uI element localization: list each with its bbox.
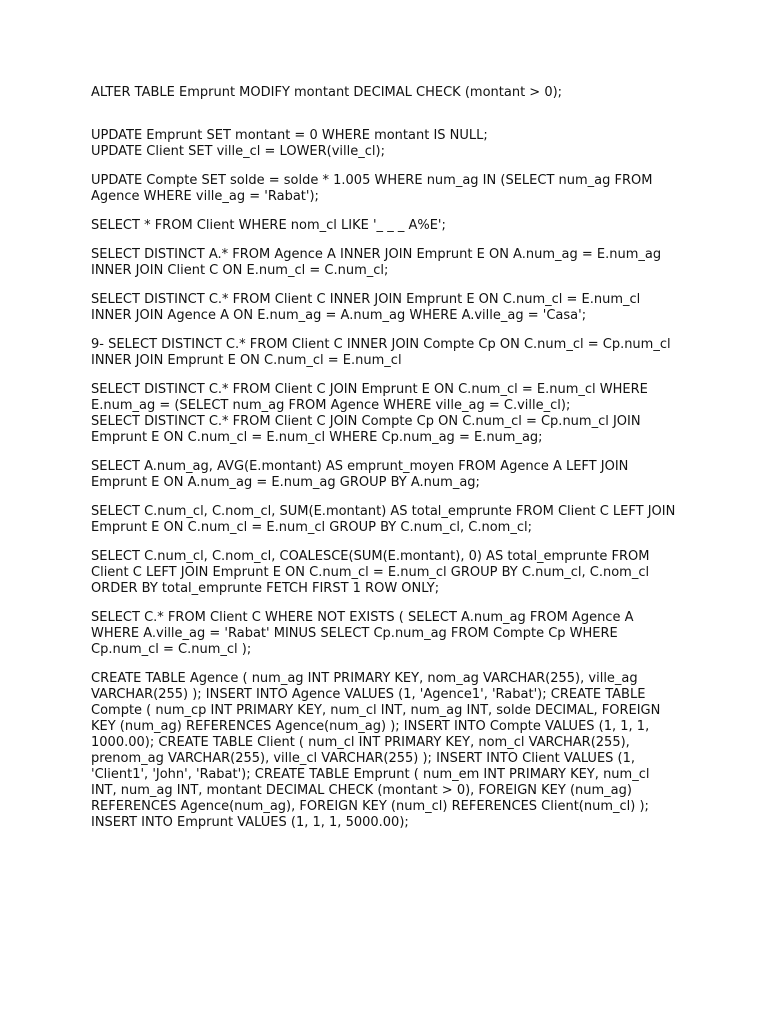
paragraph-select-sum-montant: SELECT C.num_cl, C.nom_cl, SUM(E.montant) AS total_emprunte FROM Client C LEFT JOIN Emprunt E ON C.num_cl = E.num_cl GROUP BY C.num_cl, C.nom_cl;: [91, 504, 676, 535]
paragraph-update-statements: UPDATE Emprunt SET montant = 0 WHERE montant IS NULL; UPDATE Client SET ville_cl = LOWER(ville_cl);: [91, 128, 488, 159]
paragraph-select-ville-match: SELECT DISTINCT C.* FROM Client C JOIN Emprunt E ON C.num_cl = E.num_cl WHERE E.num_ag = (SELECT num_ag FROM Agence WHERE ville_ag = C.ville_cl); SELECT DISTINCT C.* FROM Client C JOIN Compte Cp ON C.num_cl = Cp.num_cl JOIN Emprunt E ON C.num_cl = E.num_cl WHERE Cp.num_ag = E.num_ag;: [91, 382, 648, 445]
paragraph-select-not-exists: SELECT C.* FROM Client C WHERE NOT EXISTS ( SELECT A.num_ag FROM Agence A WHERE A.ville_ag = 'Rabat' MINUS SELECT Cp.num_ag FROM Compte Cp WHERE Cp.num_cl = C.num_cl );: [91, 610, 634, 657]
paragraph-create-tables: CREATE TABLE Agence ( num_ag INT PRIMARY KEY, nom_ag VARCHAR(255), ville_ag VARCHAR(255) ); INSERT INTO Agence VALUES (1, 'Agence1', 'Rabat'); CREATE TABLE Compte ( num_cp INT PRIMARY KEY, num_cl INT, num_ag INT, solde DECIMAL, FOREIGN KEY (num_ag) REFERENCES Agence(num_ag) ); INSERT INTO Compte VALUES (1, 1, 1, 1000.00); CREATE TABLE Client ( num_cl INT PRIMARY KEY, nom_cl VARCHAR(255), prenom_ag VARCHAR(255), ville_cl VARCHAR(255) ); INSERT INTO Client VALUES (1, 'Client1', 'John', 'Rabat'); CREATE TABLE Emprunt ( num_em INT PRIMARY KEY, num_cl INT, num_ag INT, montant DECIMAL CHECK (montant > 0), FOREIGN KEY (num_ag) REFERENCES Agence(num_ag), FOREIGN KEY (num_cl) REFERENCES Client(num_cl) ); INSERT INTO Emprunt VALUES (1, 1, 1, 5000.00);: [91, 671, 661, 830]
paragraph-select-compte-emprunt: 9- SELECT DISTINCT C.* FROM Client C INNER JOIN Compte Cp ON C.num_cl = Cp.num_cl INNER JOIN Emprunt E ON C.num_cl = E.num_cl: [91, 337, 671, 368]
paragraph-alter-table: ALTER TABLE Emprunt MODIFY montant DECIMAL CHECK (montant > 0);: [91, 85, 563, 100]
paragraph-update-compte: UPDATE Compte SET solde = solde * 1.005 WHERE num_ag IN (SELECT num_ag FROM Agence WHERE ville_ag = 'Rabat');: [91, 173, 653, 204]
paragraph-select-avg-montant: SELECT A.num_ag, AVG(E.montant) AS emprunt_moyen FROM Agence A LEFT JOIN Emprunt E ON A.num_ag = E.num_ag GROUP BY A.num_ag;: [91, 459, 629, 490]
paragraph-select-like: SELECT * FROM Client WHERE nom_cl LIKE '_ _ _ A%E';: [91, 218, 446, 233]
document-body: [91, 85, 691, 831]
paragraph-select-agence-join: SELECT DISTINCT A.* FROM Agence A INNER JOIN Emprunt E ON A.num_ag = E.num_ag INNER JOIN Client C ON E.num_cl = C.num_cl;: [91, 247, 662, 278]
paragraph-select-coalesce: SELECT C.num_cl, C.nom_cl, COALESCE(SUM(E.montant), 0) AS total_emprunte FROM Client C LEFT JOIN Emprunt E ON C.num_cl = E.num_cl GROUP BY C.num_cl, C.nom_cl ORDER BY total_emprunte FETCH FIRST 1 ROW ONLY;: [91, 549, 650, 596]
paragraph-select-client-casa: SELECT DISTINCT C.* FROM Client C INNER JOIN Emprunt E ON C.num_cl = E.num_cl INNER JOIN Agence A ON E.num_ag = A.num_ag WHERE A.ville_ag = 'Casa';: [91, 292, 641, 323]
